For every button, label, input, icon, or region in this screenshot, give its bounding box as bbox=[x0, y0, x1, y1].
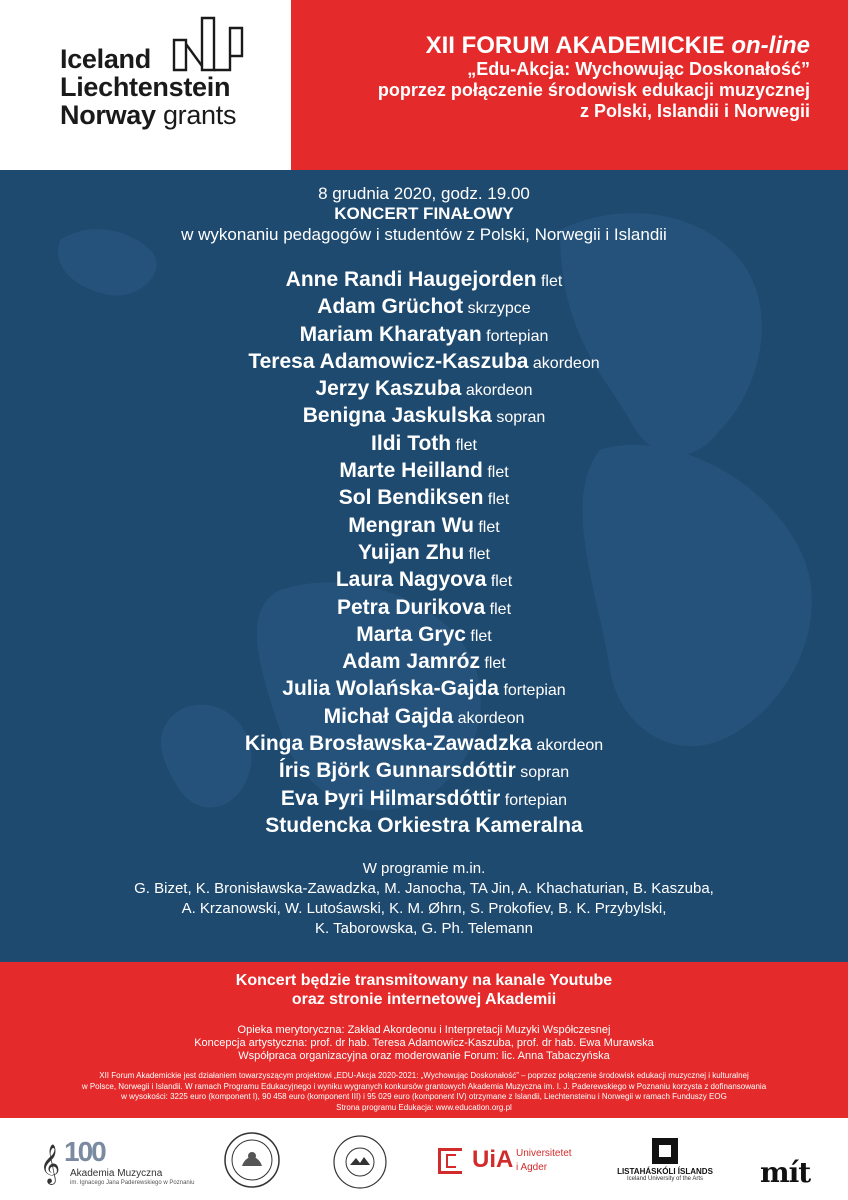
amuz-name: Akademia Muzyczna bbox=[70, 1168, 163, 1179]
performer-instrument: sopran bbox=[496, 409, 546, 427]
performer-instrument: fortepian bbox=[504, 791, 568, 809]
performer-row bbox=[0, 675, 848, 702]
lhi-square-icon bbox=[652, 1138, 678, 1164]
forum-title-panel bbox=[291, 0, 848, 170]
performer-row bbox=[0, 321, 848, 348]
performer-name: Yuijan Zhu bbox=[358, 540, 465, 564]
performer-instrument: fortepian bbox=[503, 682, 566, 700]
arctic-university-logo-icon bbox=[330, 1132, 390, 1192]
broadcast-line-1: Koncert będzie transmitowany na kanale Youtube bbox=[235, 972, 613, 989]
header bbox=[0, 0, 848, 170]
performer-instrument: sopran bbox=[520, 764, 570, 782]
logo-line-liechtenstein: Liechtenstein bbox=[60, 72, 231, 102]
logo-grants: grants bbox=[162, 100, 237, 130]
performer-instrument: flet bbox=[487, 491, 510, 509]
lhi-subname: Iceland University of the Arts bbox=[626, 1176, 704, 1182]
performer-instrument: flet bbox=[487, 464, 509, 482]
performer-instrument: flet bbox=[484, 655, 506, 673]
fine-print-line: w Polsce, Norwegii i Islandii. W ramach Programu Edukacyjnego i wyniku wygranych konkursów grantowych Akademia Muzyczna im. I. J. Paderewskiego w Poznaniu korzysta z dofinansowania bbox=[81, 1081, 767, 1091]
performer-name: Anne Randi Haugejorden bbox=[285, 268, 537, 291]
treble-clef-icon: 𝄞 bbox=[40, 1144, 61, 1184]
performer-instrument: flet bbox=[470, 627, 492, 645]
fine-print-line: w wysokości: 3225 euro (komponent I), 90 458 euro (komponent III) i 95 029 euro (komponent IV) otrzymane z Islandii, Liechtensteinu i Norwegii w ramach Funduszy EOG bbox=[121, 1092, 727, 1101]
iceland-arts-logo bbox=[610, 1138, 720, 1190]
performer-row bbox=[0, 266, 848, 293]
performer-name: Marta Gryc bbox=[356, 622, 466, 646]
performer-instrument: fortepian bbox=[486, 327, 549, 345]
performer-row bbox=[0, 430, 848, 457]
performer-row bbox=[0, 348, 848, 375]
performer-name: Mariam Kharatyan bbox=[299, 322, 482, 346]
uia-line-2: i Agder bbox=[516, 1162, 548, 1173]
forum-subtitle-3: z Polski, Islandii i Norwegii bbox=[579, 101, 810, 121]
credits-section bbox=[0, 1020, 848, 1118]
performer-row bbox=[0, 457, 848, 484]
logo-norway: Norway bbox=[60, 100, 156, 130]
performer-name: Julia Wolańska-Gajda bbox=[282, 677, 499, 701]
performer-name: Mengran Wu bbox=[348, 513, 474, 537]
performer-name: Ildi Toth bbox=[371, 431, 452, 455]
performer-name: Marte Heilland bbox=[339, 459, 483, 483]
forum-subtitle-1: „Edu-Akcja: Wychowując Doskonałość” bbox=[467, 59, 810, 79]
credits-line: Opieka merytoryczna: Zakład Akordeonu i Interpretacji Muzyki Współczesnej bbox=[237, 1024, 611, 1036]
lhi-name: LISTAHÁSKÓLI ÍSLANDS bbox=[617, 1167, 713, 1176]
amuz-subname: im. Ignacego Jana Paderewskiego w Poznaniu bbox=[70, 1180, 195, 1186]
forum-title bbox=[291, 33, 810, 59]
performer-row bbox=[0, 730, 848, 757]
university-seal-icon bbox=[222, 1130, 282, 1190]
performer-instrument: akordeon bbox=[532, 354, 600, 372]
performer-row bbox=[0, 484, 848, 511]
performer-instrument: flet bbox=[478, 518, 500, 536]
logo-line-iceland: Iceland bbox=[60, 44, 151, 74]
performer-name: Adam Jamróz bbox=[342, 650, 480, 674]
partner-logos bbox=[0, 1118, 848, 1200]
performer-instrument: skrzypce bbox=[467, 300, 531, 318]
grants-logo-text bbox=[60, 45, 236, 129]
program-line: A. Krzanowski, W. Lutośawski, K. M. Øhrn, S. Prokofiev, B. K. Przybylski, bbox=[181, 900, 667, 918]
performer-name: Michał Gajda bbox=[323, 704, 454, 728]
program-line: G. Bizet, K. Bronisławska-Zawadzka, M. Janocha, TA Jin, A. Khachaturian, B. Kaszuba, bbox=[134, 880, 714, 898]
uia-logo bbox=[438, 1144, 572, 1184]
grants-logo bbox=[0, 0, 291, 170]
performer-name: Teresa Adamowicz-Kaszuba bbox=[248, 349, 529, 373]
performer-list bbox=[0, 266, 848, 839]
performer-name: Laura Nagyova bbox=[335, 568, 487, 592]
performers-intro: w wykonaniu pedagogów i studentów z Polski, Norwegii i Islandii bbox=[181, 225, 667, 244]
performer-name: Adam Grüchot bbox=[317, 295, 464, 319]
performer-name: Sol Bendiksen bbox=[338, 486, 484, 510]
performer-instrument: flet bbox=[489, 600, 512, 618]
performer-instrument: flet bbox=[490, 573, 513, 591]
program-line: K. Taborowska, G. Ph. Telemann bbox=[315, 920, 533, 938]
performer-row bbox=[0, 594, 848, 621]
performer-instrument: akordeon bbox=[457, 709, 525, 727]
performer-name: Íris Björk Gunnarsdóttir bbox=[278, 759, 516, 783]
performer-row bbox=[0, 402, 848, 429]
concert-title: KONCERT FINAŁOWY bbox=[334, 204, 514, 223]
credits-line: Koncepcja artystyczna: prof. dr hab. Teresa Adamowicz-Kaszuba, prof. dr hab. Ewa Murawska bbox=[194, 1037, 654, 1049]
amuz-logo bbox=[40, 1136, 195, 1190]
uia-line-1: Universitetet bbox=[516, 1148, 572, 1159]
performer-row bbox=[0, 785, 848, 812]
performer-row bbox=[0, 566, 848, 593]
performer-row bbox=[0, 703, 848, 730]
performer-row bbox=[0, 757, 848, 784]
performer-instrument: flet bbox=[468, 545, 490, 563]
amuz-100: 100 bbox=[64, 1136, 105, 1167]
performer-row bbox=[0, 293, 848, 320]
concert-panel bbox=[0, 170, 848, 962]
concert-content bbox=[0, 183, 848, 939]
performer-row bbox=[0, 621, 848, 648]
uia-mark-inner-icon bbox=[446, 1154, 456, 1168]
fine-print-line: Strona programu Edukacja: www.education.org.pl bbox=[336, 1102, 512, 1112]
performer-row bbox=[0, 648, 848, 675]
program-section bbox=[0, 859, 848, 939]
program-heading: W programie m.in. bbox=[362, 860, 486, 878]
forum-title-text: XII FORUM AKADEMICKIE bbox=[425, 32, 725, 59]
logo-line-norway bbox=[60, 101, 236, 129]
concert-date: 8 grudnia 2020, godz. 19.00 bbox=[318, 184, 530, 203]
uia-short: UiA bbox=[472, 1146, 514, 1173]
credits-line: Współpraca organizacyjna oraz moderowanie Forum: lic. Anna Tabaczyńska bbox=[238, 1050, 610, 1062]
fine-print-line: XII Forum Akademickie jest działaniem towarzyszącym projektowi „EDU-Akcja 2020-2021: „Wychowując Doskonałość” – poprzez połączenie środowisk edukacji muzycznej i kulturalnej bbox=[99, 1071, 749, 1080]
performer-name: Eva Þyri Hilmarsdóttir bbox=[280, 786, 501, 810]
mit-logo: mít bbox=[760, 1156, 811, 1189]
forum-subtitle-2: poprzez połączenie środowisk edukacji muzycznej bbox=[377, 80, 810, 100]
performer-instrument: flet bbox=[455, 436, 477, 454]
broadcast-bar bbox=[0, 962, 848, 1020]
performer-name: Jerzy Kaszuba bbox=[315, 377, 462, 401]
performer-row bbox=[0, 512, 848, 539]
performer-row bbox=[0, 375, 848, 402]
credits-main bbox=[0, 1020, 848, 1063]
performer-name: Studencka Orkiestra Kameralna bbox=[265, 813, 583, 837]
performer-instrument: akordeon bbox=[536, 737, 604, 755]
performer-name: Benigna Jaskulska bbox=[302, 404, 492, 428]
performer-name: Kinga Brosławska-Zawadzka bbox=[244, 732, 532, 756]
performer-instrument: flet bbox=[540, 273, 563, 290]
performer-row bbox=[0, 539, 848, 566]
performer-row bbox=[0, 812, 848, 839]
performer-instrument: akordeon bbox=[465, 382, 533, 400]
credits-fine-print bbox=[0, 1071, 848, 1113]
broadcast-line-2: oraz stronie internetowej Akademii bbox=[291, 991, 557, 1008]
performer-name: Petra Durikova bbox=[336, 595, 486, 619]
forum-title-online: on-line bbox=[731, 32, 810, 59]
